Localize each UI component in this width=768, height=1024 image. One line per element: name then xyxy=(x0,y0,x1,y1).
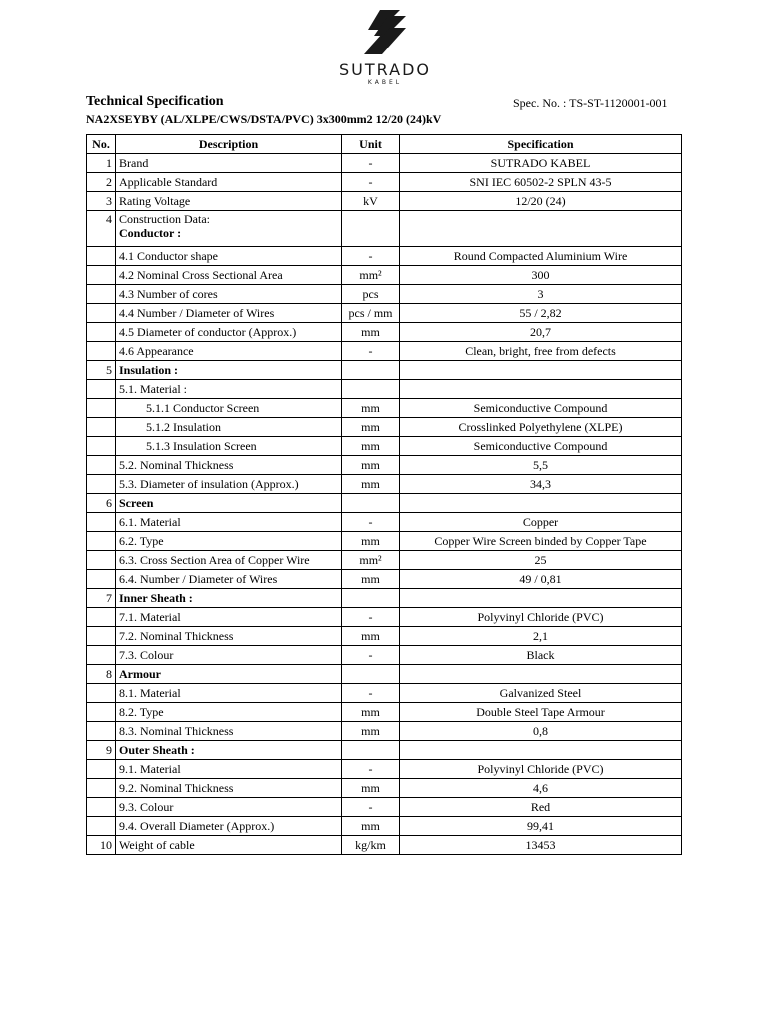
row-unit: mm xyxy=(342,475,400,494)
row-number: 8 xyxy=(87,665,116,684)
company-logo xyxy=(320,6,450,84)
table-row xyxy=(87,475,682,494)
row-description-line: Construction Data: xyxy=(119,212,210,226)
table-row xyxy=(87,399,682,418)
row-specification: 5,5 xyxy=(400,456,682,475)
row-specification: Polyvinyl Chloride (PVC) xyxy=(400,760,682,779)
row-specification: 25 xyxy=(400,551,682,570)
row-description: 4.1 Conductor shape xyxy=(116,247,342,266)
table-row xyxy=(87,665,682,684)
row-specification xyxy=(400,380,682,399)
table-row xyxy=(87,608,682,627)
row-specification: Galvanized Steel xyxy=(400,684,682,703)
row-specification: 99,41 xyxy=(400,817,682,836)
row-number xyxy=(87,646,116,665)
table-row xyxy=(87,532,682,551)
row-description: 9.4. Overall Diameter (Approx.) xyxy=(116,817,342,836)
row-description: 9.1. Material xyxy=(116,760,342,779)
row-description: 6.2. Type xyxy=(116,532,342,551)
row-description: 7.3. Colour xyxy=(116,646,342,665)
document-title: Technical Specification xyxy=(86,94,224,109)
row-specification: SUTRADO KABEL xyxy=(400,154,682,173)
row-unit: - xyxy=(342,684,400,703)
row-description: 5.1.2 Insulation xyxy=(116,418,342,437)
row-specification: Crosslinked Polyethylene (XLPE) xyxy=(400,418,682,437)
row-unit xyxy=(342,589,400,608)
row-number xyxy=(87,570,116,589)
row-number xyxy=(87,323,116,342)
row-unit: mm xyxy=(342,817,400,836)
table-row xyxy=(87,798,682,817)
table-row xyxy=(87,760,682,779)
row-specification xyxy=(400,211,682,247)
row-description: 5.1. Material : xyxy=(116,380,342,399)
row-unit xyxy=(342,665,400,684)
row-description: Screen xyxy=(116,494,342,513)
row-specification: 3 xyxy=(400,285,682,304)
row-number: 2 xyxy=(87,173,116,192)
row-number xyxy=(87,266,116,285)
table-row xyxy=(87,570,682,589)
row-unit: - xyxy=(342,760,400,779)
row-unit: kV xyxy=(342,192,400,211)
row-number xyxy=(87,513,116,532)
row-number xyxy=(87,399,116,418)
row-description: 7.2. Nominal Thickness xyxy=(116,627,342,646)
row-specification: SNI IEC 60502-2 SPLN 43-5 xyxy=(400,173,682,192)
row-specification: 55 / 2,82 xyxy=(400,304,682,323)
row-number xyxy=(87,551,116,570)
row-unit xyxy=(342,361,400,380)
row-unit: - xyxy=(342,247,400,266)
table-row xyxy=(87,836,682,855)
row-specification: 13453 xyxy=(400,836,682,855)
row-unit: mm xyxy=(342,570,400,589)
row-specification: Polyvinyl Chloride (PVC) xyxy=(400,608,682,627)
row-unit: mm xyxy=(342,627,400,646)
brand-name: SUTRADO xyxy=(339,60,431,79)
row-number xyxy=(87,418,116,437)
row-unit: mm xyxy=(342,323,400,342)
table-header-row xyxy=(87,135,682,154)
row-description: Insulation : xyxy=(116,361,342,380)
row-number: 3 xyxy=(87,192,116,211)
row-description: 4.3 Number of cores xyxy=(116,285,342,304)
row-number xyxy=(87,380,116,399)
row-specification: Semiconductive Compound xyxy=(400,437,682,456)
table-row xyxy=(87,703,682,722)
row-unit: mm xyxy=(342,418,400,437)
row-description: 4.4 Number / Diameter of Wires xyxy=(116,304,342,323)
table-row xyxy=(87,741,682,760)
header-no: No. xyxy=(87,135,116,154)
row-number: 5 xyxy=(87,361,116,380)
row-description: 5.1.3 Insulation Screen xyxy=(116,437,342,456)
row-specification: 20,7 xyxy=(400,323,682,342)
table-row xyxy=(87,684,682,703)
row-unit: mm xyxy=(342,703,400,722)
table-row xyxy=(87,722,682,741)
row-unit: - xyxy=(342,513,400,532)
row-number xyxy=(87,722,116,741)
row-number xyxy=(87,627,116,646)
row-specification: Semiconductive Compound xyxy=(400,399,682,418)
table-row xyxy=(87,304,682,323)
row-number xyxy=(87,285,116,304)
row-description: 9.2. Nominal Thickness xyxy=(116,779,342,798)
row-number xyxy=(87,684,116,703)
row-unit xyxy=(342,211,400,247)
row-specification: Copper xyxy=(400,513,682,532)
row-number xyxy=(87,760,116,779)
row-specification: 2,1 xyxy=(400,627,682,646)
table-row xyxy=(87,173,682,192)
row-description: 8.1. Material xyxy=(116,684,342,703)
brand-subtitle: KABEL xyxy=(367,79,403,86)
table-row xyxy=(87,646,682,665)
row-unit: - xyxy=(342,342,400,361)
row-specification: Double Steel Tape Armour xyxy=(400,703,682,722)
row-unit: mm xyxy=(342,456,400,475)
table-row xyxy=(87,285,682,304)
row-specification: Black xyxy=(400,646,682,665)
table-row xyxy=(87,589,682,608)
row-unit: - xyxy=(342,608,400,627)
row-specification xyxy=(400,494,682,513)
table-row xyxy=(87,779,682,798)
row-description xyxy=(116,211,342,247)
table-row xyxy=(87,627,682,646)
table-row xyxy=(87,342,682,361)
row-specification: Clean, bright, free from defects xyxy=(400,342,682,361)
row-unit: mm² xyxy=(342,551,400,570)
row-number xyxy=(87,304,116,323)
row-specification: Copper Wire Screen binded by Copper Tape xyxy=(400,532,682,551)
row-unit xyxy=(342,741,400,760)
row-number xyxy=(87,456,116,475)
row-description: Rating Voltage xyxy=(116,192,342,211)
table-row xyxy=(87,247,682,266)
header-description: Description xyxy=(116,135,342,154)
row-unit: mm² xyxy=(342,266,400,285)
row-number xyxy=(87,437,116,456)
table-row xyxy=(87,380,682,399)
row-specification: 0,8 xyxy=(400,722,682,741)
row-unit: mm xyxy=(342,532,400,551)
table-row xyxy=(87,437,682,456)
row-description: 6.1. Material xyxy=(116,513,342,532)
row-unit xyxy=(342,380,400,399)
row-number xyxy=(87,342,116,361)
row-unit: - xyxy=(342,798,400,817)
row-number xyxy=(87,817,116,836)
row-description: 6.3. Cross Section Area of Copper Wire xyxy=(116,551,342,570)
row-unit: pcs / mm xyxy=(342,304,400,323)
section-heading: Conductor : xyxy=(119,226,182,240)
table-body xyxy=(87,154,682,855)
row-specification: Round Compacted Aluminium Wire xyxy=(400,247,682,266)
specification-table xyxy=(86,134,682,855)
row-description: 8.2. Type xyxy=(116,703,342,722)
row-specification xyxy=(400,665,682,684)
header-unit: Unit xyxy=(342,135,400,154)
table-row xyxy=(87,323,682,342)
row-number xyxy=(87,247,116,266)
row-unit: mm xyxy=(342,722,400,741)
row-number: 7 xyxy=(87,589,116,608)
header-specification: Specification xyxy=(400,135,682,154)
row-number: 1 xyxy=(87,154,116,173)
row-unit: mm xyxy=(342,399,400,418)
table-row xyxy=(87,192,682,211)
row-specification: 34,3 xyxy=(400,475,682,494)
row-number: 9 xyxy=(87,741,116,760)
row-description: Applicable Standard xyxy=(116,173,342,192)
row-unit: mm xyxy=(342,437,400,456)
row-unit: kg/km xyxy=(342,836,400,855)
row-description: 4.5 Diameter of conductor (Approx.) xyxy=(116,323,342,342)
table-row xyxy=(87,456,682,475)
row-specification xyxy=(400,589,682,608)
row-unit: pcs xyxy=(342,285,400,304)
row-description: 4.2 Nominal Cross Sectional Area xyxy=(116,266,342,285)
row-number xyxy=(87,475,116,494)
table-row xyxy=(87,817,682,836)
row-specification: 300 xyxy=(400,266,682,285)
row-description: Armour xyxy=(116,665,342,684)
row-description: Inner Sheath : xyxy=(116,589,342,608)
row-number: 10 xyxy=(87,836,116,855)
row-description: Weight of cable xyxy=(116,836,342,855)
table-row xyxy=(87,154,682,173)
table-row xyxy=(87,551,682,570)
row-number xyxy=(87,532,116,551)
row-specification xyxy=(400,741,682,760)
row-description: 6.4. Number / Diameter of Wires xyxy=(116,570,342,589)
table-row xyxy=(87,494,682,513)
row-specification: 12/20 (24) xyxy=(400,192,682,211)
row-number: 6 xyxy=(87,494,116,513)
row-description: 9.3. Colour xyxy=(116,798,342,817)
row-description: 8.3. Nominal Thickness xyxy=(116,722,342,741)
row-description: 5.1.1 Conductor Screen xyxy=(116,399,342,418)
row-number xyxy=(87,703,116,722)
cable-designation: NA2XSEYBY (AL/XLPE/CWS/DSTA/PVC) 3x300mm2 12/20 (24)kV xyxy=(86,112,442,126)
row-specification: 4,6 xyxy=(400,779,682,798)
table-row xyxy=(87,513,682,532)
row-description: Brand xyxy=(116,154,342,173)
row-number xyxy=(87,779,116,798)
table-row xyxy=(87,266,682,285)
row-description: 7.1. Material xyxy=(116,608,342,627)
row-unit: mm xyxy=(342,779,400,798)
row-description: 4.6 Appearance xyxy=(116,342,342,361)
row-description: 5.2. Nominal Thickness xyxy=(116,456,342,475)
table-row xyxy=(87,418,682,437)
row-unit xyxy=(342,494,400,513)
sutrado-s-logo-icon xyxy=(360,6,410,58)
row-unit: - xyxy=(342,154,400,173)
row-number xyxy=(87,798,116,817)
row-description: 5.3. Diameter of insulation (Approx.) xyxy=(116,475,342,494)
row-specification: 49 / 0,81 xyxy=(400,570,682,589)
row-unit: - xyxy=(342,646,400,665)
spec-number: Spec. No. : TS-ST-1120001-001 xyxy=(513,96,668,110)
row-number: 4 xyxy=(87,211,116,247)
row-number xyxy=(87,608,116,627)
row-unit: - xyxy=(342,173,400,192)
row-description: Outer Sheath : xyxy=(116,741,342,760)
row-specification: Red xyxy=(400,798,682,817)
table-row xyxy=(87,361,682,380)
table-row xyxy=(87,211,682,247)
row-specification xyxy=(400,361,682,380)
